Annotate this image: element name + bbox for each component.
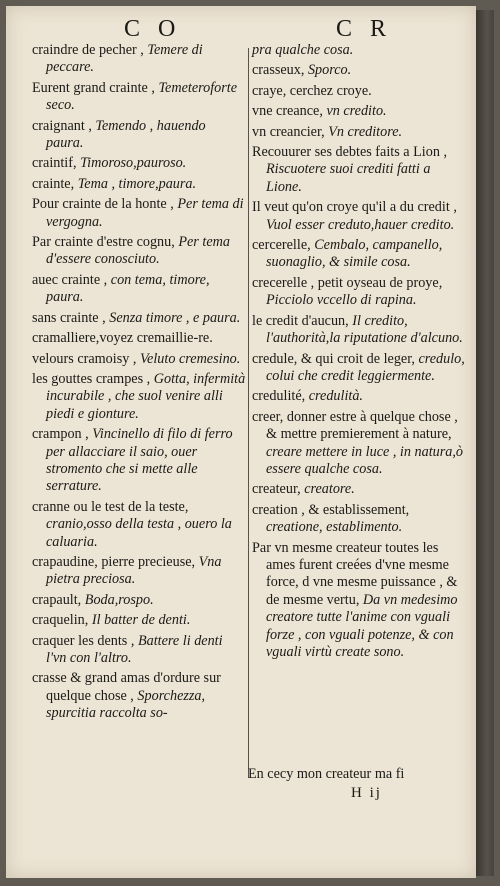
french-term: craintif, [32, 155, 81, 172]
french-term: credulité, [252, 388, 309, 405]
italian-translation: Sporchezza, spurcitia raccolta so- [46, 687, 206, 722]
dictionary-entry [252, 103, 466, 120]
italian-translation: cranio,osso della testa , ouero la caluaria. [46, 516, 232, 550]
italian-translation: creatore. [304, 481, 355, 498]
dictionary-entry [32, 176, 246, 193]
french-term: craquer les dents , [32, 632, 138, 649]
italian-translation: Per tema d'essere conosciuto. [46, 234, 230, 268]
italian-translation: creare mettere in luce , in natura,ò essere qualche cosa. [266, 443, 463, 477]
page-edge [476, 10, 494, 876]
dictionary-entry [252, 409, 466, 479]
italian-translation: Cembalo, campanello, suonaglio, & simile cosa. [266, 237, 443, 271]
signature-mark: H ij [351, 785, 382, 801]
french-term: Il veut qu'on croye qu'il a du credit , [252, 199, 457, 216]
dictionary-entry [252, 502, 466, 537]
french-term: velours cramoisy , [32, 350, 140, 367]
dictionary-entry [32, 234, 246, 269]
french-term: createur, [252, 481, 305, 498]
dictionary-entry [32, 330, 246, 347]
italian-translation: pra qualche cosa. [252, 42, 354, 58]
italian-translation: Riscuotere suoi crediti fatti a Lione. [266, 161, 431, 195]
french-term: cranne ou le test de la teste, [32, 498, 189, 515]
dictionary-entry [32, 272, 246, 307]
italian-translation: Temendo , hauendo paura. [46, 117, 206, 152]
italian-translation: Temeteroforte seco. [46, 79, 238, 114]
french-term: craindre de pecher , [32, 42, 148, 58]
french-term: crampon , [32, 426, 93, 443]
italian-translation: Il credito, l'authorità,la riputatione d'alcuno. [266, 312, 463, 347]
french-term: Par crainte d'estre cognu, [32, 234, 179, 251]
dictionary-entry [252, 124, 466, 141]
french-term: Recouurer ses debtes faits a Lion , [252, 144, 448, 161]
dictionary-entry [32, 592, 246, 609]
running-header-right: C R [336, 16, 393, 42]
italian-translation: credulità. [308, 388, 363, 405]
french-term: crainte, [32, 175, 78, 192]
dictionary-entry [32, 633, 246, 668]
dictionary-entry [252, 83, 466, 100]
dictionary-entry [252, 481, 466, 498]
dictionary-entry [32, 155, 246, 172]
french-term: craye, cerchez croye. [252, 82, 372, 99]
dictionary-entry [32, 80, 246, 115]
dictionary-entry [32, 118, 246, 153]
french-term: vne creance, [252, 103, 327, 120]
italian-translation: Picciolo vccello di rapina. [266, 292, 417, 309]
dictionary-entry [32, 612, 246, 629]
italian-translation: Per tema di vergogna. [46, 196, 244, 230]
italian-translation: con tema, timore, paura. [46, 271, 210, 306]
dictionary-entry [32, 499, 246, 551]
dictionary-entry [252, 42, 466, 59]
running-header-left: C O [124, 16, 182, 42]
column-divider [248, 48, 249, 778]
italian-translation: Senza timore , e paura. [109, 309, 241, 326]
dictionary-entry [32, 554, 246, 589]
french-term: les gouttes crampes , [32, 370, 154, 387]
italian-translation: creatione, establimento. [266, 519, 403, 536]
italian-translation: Temere di peccare. [46, 42, 203, 76]
french-term: auec crainte , [32, 271, 111, 288]
italian-translation: Vuol esser creduto,hauer credito. [266, 216, 455, 233]
italian-translation: Vna pietra preciosa. [46, 553, 222, 588]
dictionary-entry [32, 426, 246, 496]
french-term: crapaudine, pierre precieuse, [32, 553, 199, 570]
french-term: crasse & grand amas d'ordure sur quelque chose , [32, 670, 221, 704]
french-term: crapault, [32, 591, 85, 608]
dictionary-entry [252, 388, 466, 405]
italian-translation: Veluto cremesino. [139, 350, 241, 367]
italian-translation: Vn creditore. [328, 123, 403, 140]
dictionary-entry [252, 62, 466, 79]
french-term: cercerelle, [252, 237, 315, 254]
french-term: crasseux, [252, 62, 308, 79]
dictionary-entry [252, 275, 466, 310]
dictionary-entry [32, 670, 246, 722]
left-column [32, 42, 246, 726]
french-term: le credit d'aucun, [252, 312, 353, 329]
dictionary-entry [252, 540, 466, 662]
dictionary-entry [252, 313, 466, 348]
dictionary-entry [32, 310, 246, 327]
french-term: vn creancier, [252, 123, 329, 140]
french-term: Eurent grand crainte , [32, 79, 159, 96]
dictionary-entry [32, 371, 246, 423]
italian-translation: vn credito. [326, 103, 387, 120]
dictionary-entry [252, 199, 466, 234]
italian-translation: Boda,rospo. [84, 591, 154, 608]
italian-translation: credulo, colui che credit leggiermente. [266, 350, 465, 384]
french-term: sans crainte , [32, 309, 110, 326]
dictionary-entry [32, 42, 246, 77]
italian-translation: Battere li denti l'vn con l'altro. [46, 632, 223, 666]
french-term: Pour crainte de la honte , [32, 196, 178, 213]
closing-line: En cecy mon createur ma fi [248, 766, 405, 782]
italian-translation: Gotta, infermità incurabile , che suol venire alli piedi e gionture. [46, 370, 246, 422]
french-term: crecerelle , petit oyseau de proye, [252, 274, 443, 291]
french-term: craquelin, [32, 612, 92, 629]
italian-translation: Sporco. [307, 62, 352, 79]
italian-translation: Tema , timore,paura. [77, 175, 197, 192]
italian-translation: Timoroso,pauroso. [80, 155, 187, 172]
right-column [252, 42, 466, 664]
french-term: credule, & qui croit de leger, [252, 350, 419, 367]
dictionary-entry [32, 351, 246, 368]
french-term: cramalliere,voyez cremaillie-re. [32, 330, 213, 347]
italian-translation: Da vn medesimo creatore tutte l'anime con vguali forze , con vguali potenze, & con vguali virtù create sono. [266, 591, 458, 660]
french-term: creation , & establissement, [252, 501, 410, 518]
italian-translation: Vincinello di filo di ferro per allacciare il saio, ouer stromento che si mette alle serrature. [46, 426, 233, 495]
french-term: Par vn mesme createur toutes les ames furent creées d'vne mesme force, d vne mesme puissance , & de mesme vertu, [252, 539, 458, 608]
book-page [6, 6, 476, 878]
french-term: craignant , [32, 117, 96, 134]
french-term: creer, donner estre à quelque chose , & mettre premierement à nature, [252, 408, 458, 443]
italian-translation: Il batter de denti. [91, 612, 191, 629]
dictionary-entry [32, 196, 246, 231]
dictionary-entry [252, 351, 466, 386]
dictionary-entry [252, 144, 466, 196]
dictionary-entry [252, 237, 466, 272]
